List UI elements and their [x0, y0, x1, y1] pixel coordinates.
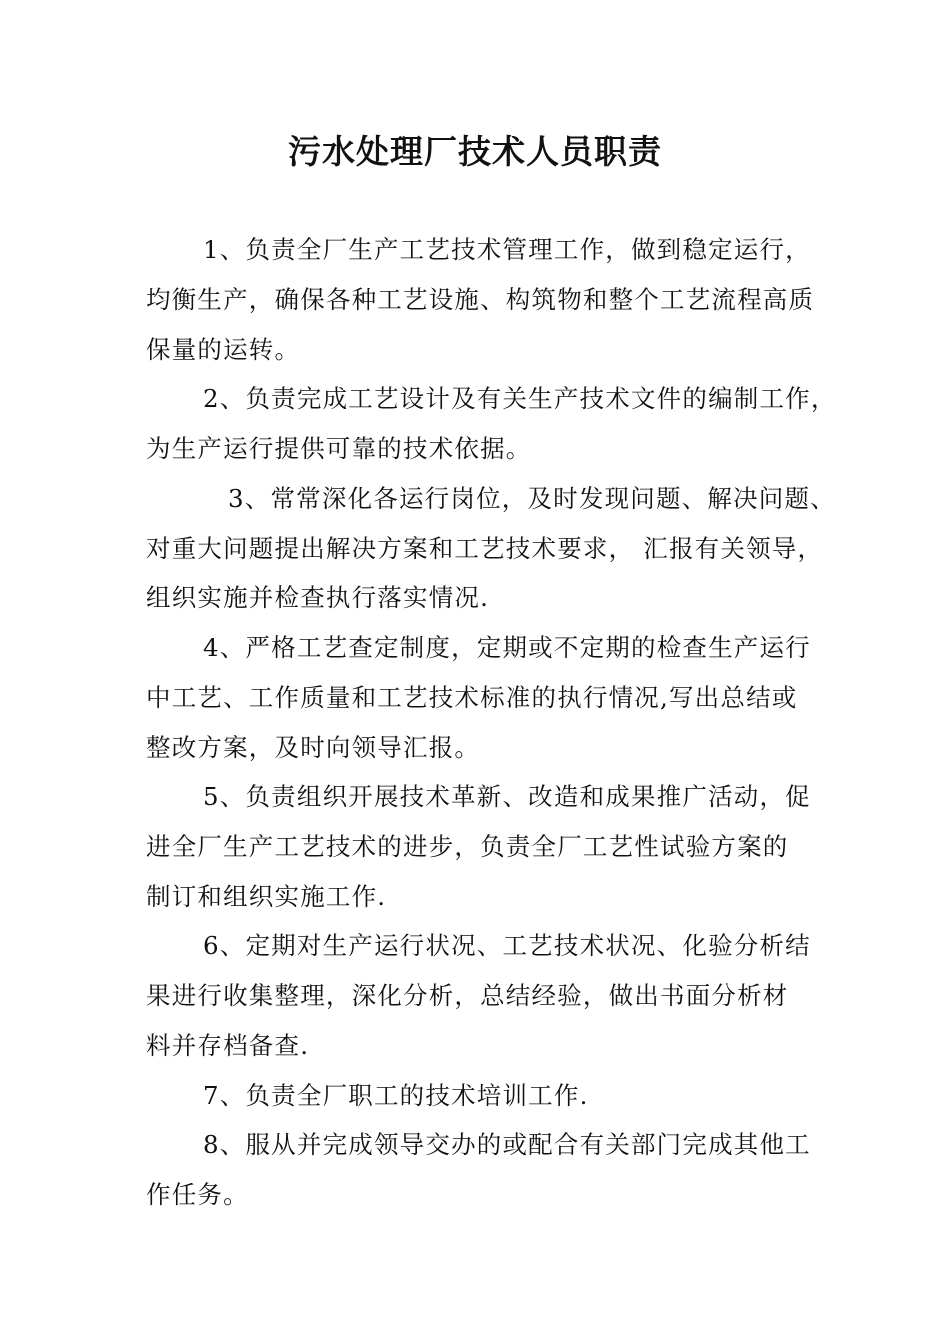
text-line: 组织实施并检查执行落实情况. — [146, 583, 490, 612]
text-line: 4、严格工艺查定制度，定期或不定期的检查生产运行 — [203, 633, 811, 662]
text-line: 果进行收集整理，深化分析，总结经验，做出书面分析材 — [146, 981, 789, 1010]
text-line: 作任务。 — [146, 1180, 249, 1209]
text-line: 1、负责全厂生产工艺技术管理工作，做到稳定运行， — [203, 235, 811, 264]
text-line: 7、负责全厂职工的技术培训工作. — [203, 1081, 589, 1110]
text-line: 整改方案，及时向领导汇报。 — [146, 733, 481, 762]
text-line: 进全厂生产工艺技术的进步，负责全厂工艺性试验方案的 — [146, 832, 789, 861]
text-line: 8、服从并完成领导交办的或配合有关部门完成其他工 — [203, 1130, 811, 1159]
text-line: 6、定期对生产运行状况、工艺技术状况、化验分析结 — [203, 931, 811, 960]
text-line: 料并存档备查. — [146, 1031, 310, 1060]
text-line: 保量的运转。 — [146, 335, 301, 364]
text-line: 2、负责完成工艺设计及有关生产技术文件的编制工作， — [203, 384, 837, 413]
text-line: 3、常常深化各运行岗位，及时发现问题、解决问题、 — [228, 484, 836, 513]
text-line: 均衡生产，确保各种工艺设施、构筑物和整个工艺流程高质 — [146, 285, 815, 314]
text-line: 制订和组织实施工作. — [146, 882, 387, 911]
text-line: 对重大问题提出解决方案和工艺技术要求， 汇报有关领导， — [146, 534, 824, 563]
text-line: 5、负责组织开展技术革新、改造和成果推广活动，促 — [203, 782, 811, 811]
document-title: 污水处理厂技术人员职责 — [288, 132, 662, 171]
text-line: 中工艺、工作质量和工艺技术标准的执行情况,写出总结或 — [146, 683, 798, 712]
text-line: 为生产运行提供可靠的技术依据。 — [146, 434, 532, 463]
